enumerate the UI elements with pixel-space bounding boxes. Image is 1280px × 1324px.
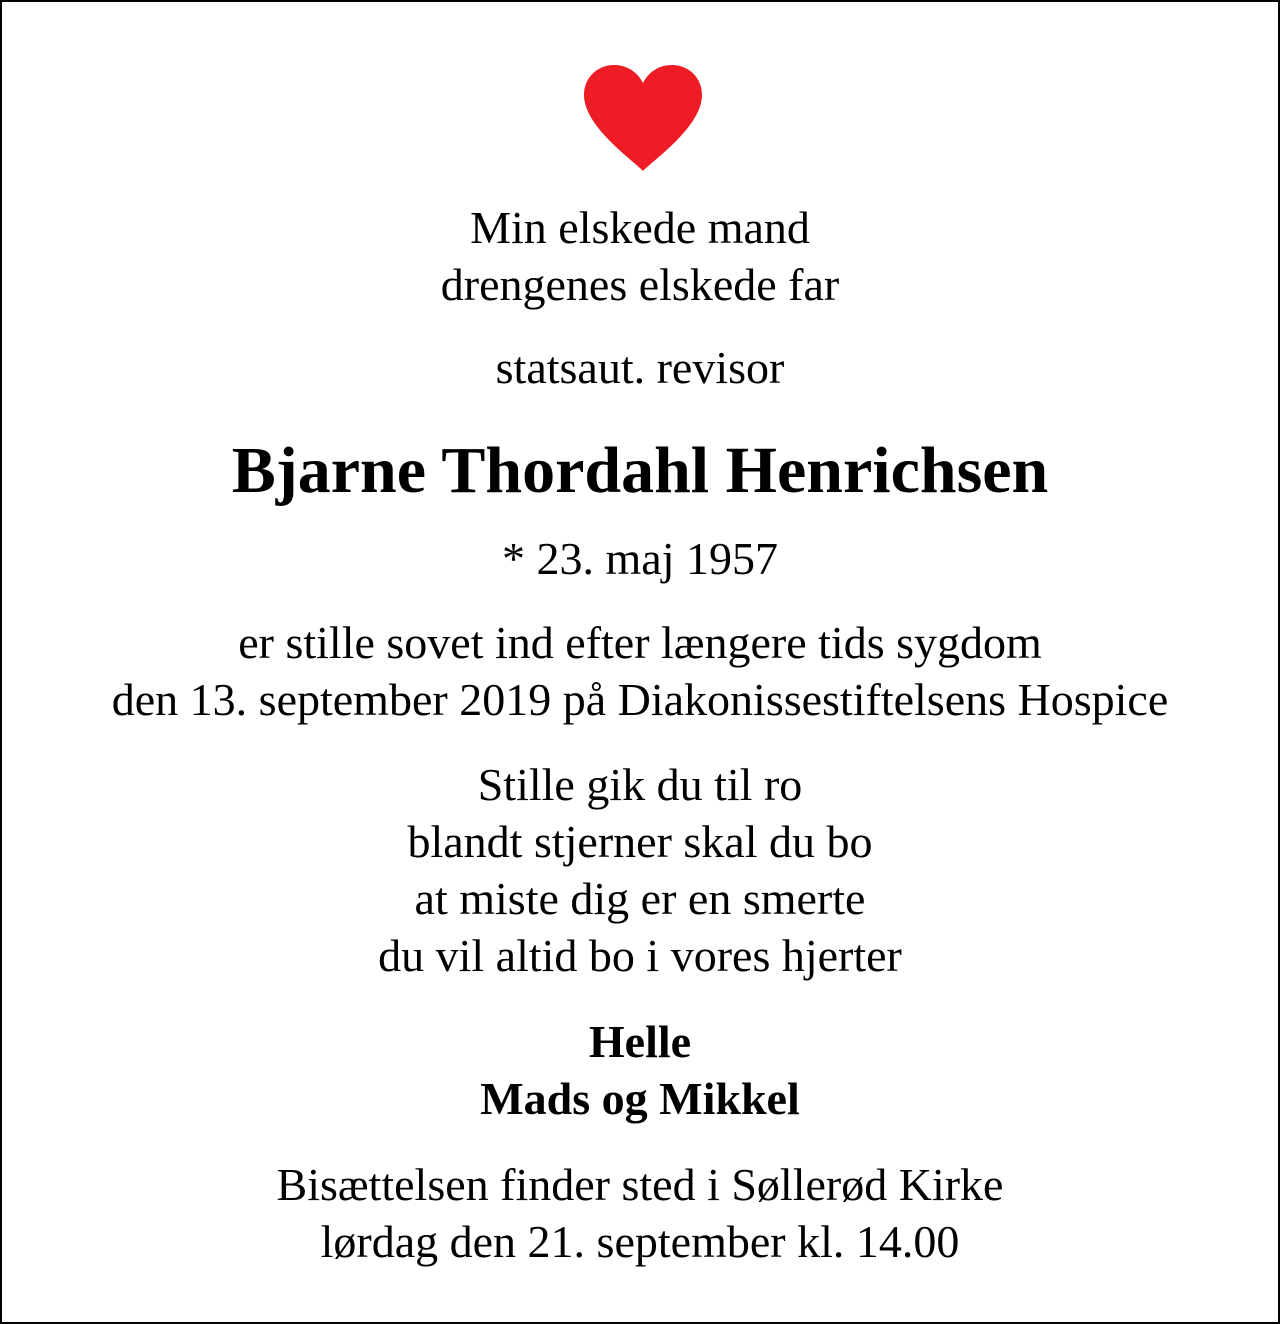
funeral-line-2: lørdag den 21. september kl. 14.00 bbox=[320, 1216, 960, 1267]
intro-line-2: drengenes elskede far bbox=[440, 259, 840, 310]
death-line-1: er stille sovet ind efter længere tids sygdom bbox=[238, 617, 1042, 668]
intro-line-1: Min elskede mand bbox=[470, 202, 810, 253]
heart-shape bbox=[584, 65, 702, 171]
deceased-title: statsaut. revisor bbox=[495, 342, 785, 393]
heart-icon bbox=[584, 65, 702, 171]
verse-line-4: du vil altid bo i vores hjerter bbox=[378, 930, 902, 981]
deceased-name: Bjarne Thordahl Henrichsen bbox=[231, 434, 1049, 507]
birth-date: * 23. maj 1957 bbox=[502, 533, 778, 584]
death-line-2: den 13. september 2019 på Diakonissestiftelsens Hospice bbox=[111, 674, 1169, 725]
signature-line-1: Helle bbox=[588, 1016, 692, 1067]
verse-line-2: blandt stjerner skal du bo bbox=[407, 816, 873, 867]
funeral-line-1: Bisættelsen finder sted i Søllerød Kirke bbox=[276, 1159, 1004, 1210]
verse-line-1: Stille gik du til ro bbox=[477, 759, 803, 810]
verse-line-3: at miste dig er en smerte bbox=[414, 873, 866, 924]
signature-line-2: Mads og Mikkel bbox=[480, 1073, 800, 1124]
